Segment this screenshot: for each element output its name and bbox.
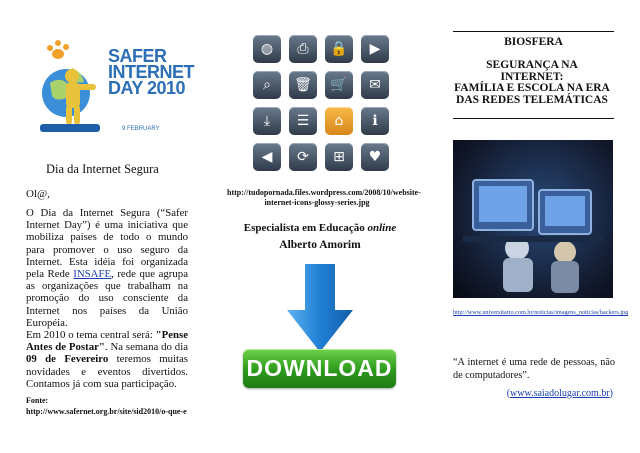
safer-internet-day-logo <box>36 38 196 138</box>
kicker: BIOSFERA <box>504 36 563 48</box>
hacker-computer-illustration <box>453 140 613 298</box>
event-date: 09 de Fevereiro <box>26 353 109 366</box>
logo-date: 9 FEBRUARY <box>122 126 160 132</box>
cart-icon[interactable]: 🛒 <box>325 71 353 99</box>
network-icon[interactable]: ⊞ <box>325 143 353 171</box>
image-source-url[interactable]: http://tudopornada.files.wordpress.com/2008/10/website-internet-icons-glossy-series.jpg <box>227 188 421 207</box>
left-panel <box>0 0 213 453</box>
section-title: Dia da Internet Segura <box>46 162 159 176</box>
source-url[interactable]: http://www.safernet.org.br/site/sid2010/o-que-e <box>26 406 187 416</box>
list-icon[interactable]: ☰ <box>289 107 317 135</box>
mail-icon[interactable]: ✉ <box>361 71 389 99</box>
photo-source-url[interactable]: http://www.universitario.com.br/noticias/imagens_noticias/hackers.jpg <box>453 309 629 316</box>
refresh-icon[interactable]: ⟳ <box>289 143 317 171</box>
lock-icon[interactable]: 🔒 <box>325 35 353 63</box>
download-button[interactable]: DOWNLOAD <box>243 349 396 388</box>
trash-icon[interactable]: 🗑 <box>289 71 317 99</box>
website-link[interactable]: (www.saiadolugar.com.br) <box>506 388 613 399</box>
hackers-photo <box>453 140 613 298</box>
globe-icon[interactable]: ◍ <box>253 35 281 63</box>
heart-icon[interactable]: ♥ <box>361 143 389 171</box>
web-icons-grid <box>253 35 388 170</box>
campaign-theme: "Pense Antes de Postar" <box>26 329 188 354</box>
globe-figure-icon <box>36 38 116 138</box>
logo-wordmark: SAFER INTERNET DAY 2010 <box>108 46 194 98</box>
forward-icon[interactable]: ▶ <box>361 35 389 63</box>
author-name: Alberto Amorim <box>279 239 361 251</box>
insafe-link[interactable]: INSAFE <box>73 268 112 281</box>
home-icon[interactable]: ⌂ <box>325 107 353 135</box>
info-icon[interactable]: ℹ <box>361 107 389 135</box>
download-arrow-icon <box>287 264 353 352</box>
bottom-rule <box>453 118 614 119</box>
headline: SEGURANÇA NA INTERNET: FAMÍLIA E ESCOLA NA ERA DAS REDES TELEMÁTICAS <box>454 59 610 106</box>
download-icon[interactable]: ⤓ <box>253 107 281 135</box>
greeting: Ol@, <box>26 188 50 200</box>
intro-text: O Dia da Internet Segura (“Safer Internet Day”) é uma iniciativa que mobiliza países de todo o mundo para promover o uso seguro da Internet. Esta idéia foi organizada pela Rede INSAFE, rede que agrupa as organizações que trabalham na promoção do uso consciente da Internet nos países da União Européia. Em 2010 o tema central será: "Pense Antes de Postar". Na semana do dia 09 de Fevereiro teremos muitas novidades e eventos divertidos. Contamos já com sua participação. <box>26 207 188 390</box>
top-rule <box>453 31 614 32</box>
search-icon[interactable]: ⌕ <box>253 71 281 99</box>
quote: “A internet é uma rede de pessoas, não de computadores”. <box>453 357 615 381</box>
back-icon[interactable]: ◀ <box>253 143 281 171</box>
source-citation: Fonte: http://www.safernet.org.br/site/sid2010/o-que-e <box>26 396 191 417</box>
printer-icon[interactable]: ⎙ <box>289 35 317 63</box>
author-title: Especialista em Educação online <box>243 222 397 234</box>
